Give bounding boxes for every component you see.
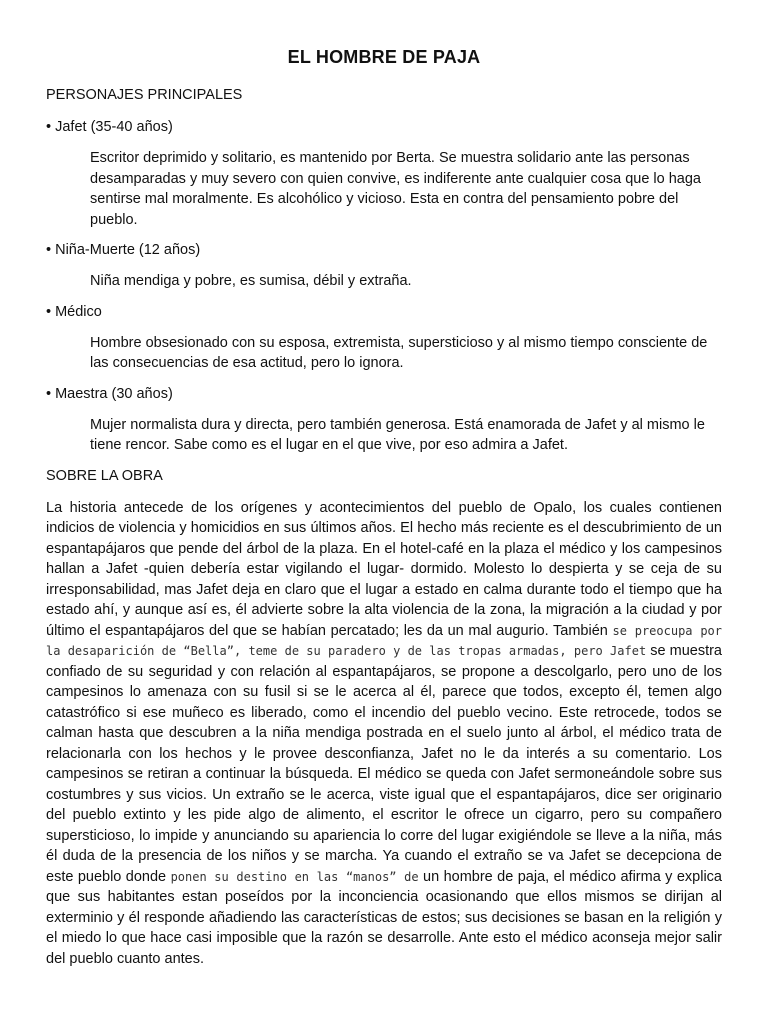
character-description: Mujer normalista dura y directa, pero también generosa. Está enamorada de Jafet y al mismo le tiene rencor. Sabe como es el lugar en el que vive, por eso admira a Jafet.	[90, 416, 705, 453]
synopsis-text-mono: ponen su destino en las “manos” de	[170, 869, 419, 884]
character-description: Escritor deprimido y solitario, es mantenido por Berta. Se muestra solidario ante las personas desamparadas y muy severo con quien convive, es indiferente ante cualquier cosa que lo haga sentirse mal moralmente. Es alcohólico y vicioso. Esta en contra del pensamiento pobre del pueblo.	[90, 150, 701, 228]
synopsis-text: se muestra confiado de su seguridad y con relación al espantapájaros, se propone a descolgarlo, pero uno de los campesinos lo amenaza con su fusil si se le acerca al él, parece que todos, excepto él, temen algo catastrófico si ese muñeco es liberado, como el incendio del pueblo vecino. Este retrocede, todos se calman hasta que descubren a la niña mendiga postrada en el suelo junto al árbol, el médico trata de relacionarla con los hechos y le provee desconfianza, Jafet no le da interés a su comentario. Los campesinos se retiran a continuar la búsqueda. El médico se queda con Jafet sermoneándole sobre sus costumbres y sus vicios. Un extraño se le acerca, viste igual que el espantapájaros, dice ser originario del pueblo extinto y les pide algo de alimento, el escritor le ofrece un cigarro, pero su compañero supersticioso, lo impide y anunciando su apariencia lo corre del lugar exigiéndole se lleve a la niña, más él duda de la presencia de los niños y se marcha. Ya cuando el extraño se va Jafet se decepciona de este pueblo donde	[46, 643, 722, 885]
document-title: EL HOMBRE DE PAJA	[287, 47, 481, 67]
section-heading-synopsis: SOBRE LA OBRA	[46, 467, 163, 484]
character-bullet: • Médico	[46, 303, 102, 320]
character-bullet: • Jafet (35-40 años)	[46, 119, 173, 135]
character-description: Hombre obsesionado con su esposa, extremista, supersticioso y al mismo tiempo consciente de las consecuencias de esa actitud, pero lo ignora.	[90, 334, 708, 371]
character-bullet: • Maestra (30 años)	[46, 385, 173, 402]
character-bullet: • Niña-Muerte (12 años)	[46, 242, 201, 258]
synopsis-text: La historia antecede de los orígenes y acontecimientos del pueblo de Opalo, los cuales contienen indicios de violencia y homicidios en sus últimos años. El hecho más reciente es el descubrimiento de un espantapájaros que pende del árbol de la plaza. En el hotel-café en la plaza el médico y los campesinos hallan a Jafet -quien debería estar vigilando el lugar- dormido. Molesto lo despierta y se ceja de su irresponsabilidad, mas Jafet deja en claro que el lugar a estado en calma durante todo el tiempo que ha estado ahí, y aunque así es, él advierte sobre la alta violencia de la zona, la migración a la ciudad y por último el espantapájaros del que se habían percatado; les da un mal augurio. También	[46, 499, 722, 639]
synopsis-paragraph	[46, 498, 722, 970]
synopsis-text: un hombre de paja, el médico afirma y explica que sus habitantes estan poseídos por la inconciencia ocasionando que ellos mismos se dirijan al exterminio y él responde añadiendo las características de estos; sus decisiones se basan en la religión y el miedo lo que hace casi imposible que la razón se desarrolle. Ante esto el médico aconseja mejor salir del pueblo cuanto antes.	[46, 868, 722, 967]
character-description: Niña mendiga y pobre, es sumisa, débil y extraña.	[90, 273, 412, 289]
section-heading-characters: PERSONAJES PRINCIPALES	[46, 87, 243, 103]
synopsis-text-mono: se preocupa por la desaparición de “Bella”, teme de su paradero y de las tropas armadas, pero Jafet	[46, 623, 722, 658]
